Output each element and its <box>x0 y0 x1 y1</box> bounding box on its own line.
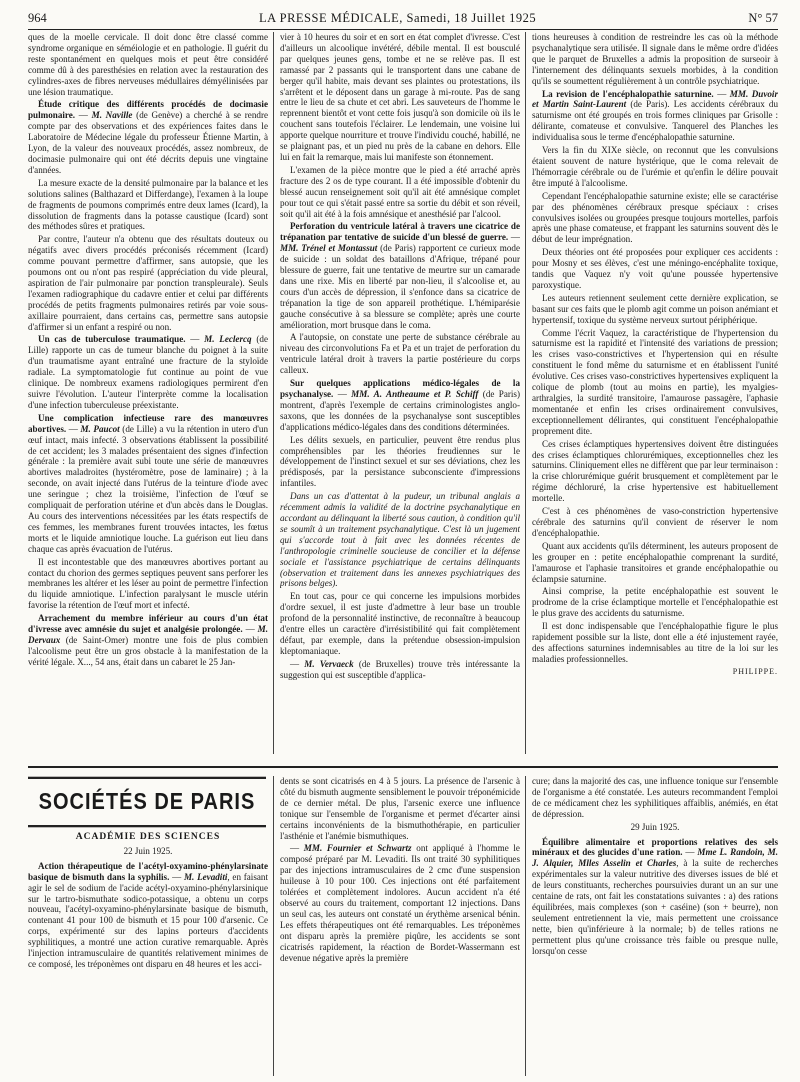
section-divider <box>28 766 778 768</box>
bottom-column-1: ACADÉMIE DES SCIENCES 22 Juin 1925. Action thérapeutique de l'acétyl-oxyamino-phénylarsinate basique de bismuth dans la syphilis. — M. Levaditi, en faisant agir le sel de sodium de l'acide acétyl-oxyamino-phénylarsinique sur le tartro-bismuthate sodico-potassique, a obtenu un corps nouveau, l'acétyl-oxyamino-phénylarsinate basique de bismuth, contenant 41 pour 100 de bismuth et 15 pour 100 d'arsenic. Ce corps, expérimenté sur des lapins porteurs d'accidents syphilitiques, a montré une action curative remarquable. Après l'injection intramusculaire de quantités relativement minimes de ce composé, les tréponèmes ont disparu en 48 heures et les acci- <box>28 832 268 969</box>
session-date: 29 Juin 1925. <box>630 821 680 832</box>
paragraph: Par contre, l'auteur n'a obtenu que des résultats douteux ou négatifs avec divers procédés préconisés récemment (Icard) comme pouvant permettre d'affirmer, sans autopsie, que les poumons ont ou n'ont pas respiré (appréciation du vide pleural, aspiration de l'air pulmonaire par ponction transpleurale). Seuls l'examen radiographique du cadavre entier et celui par différents procédés de petits fragments pulmonaires retirés par voie sous-axillaire pourraient, dans certains cas, permettre sans autopsie d'affirmer si un enfant a respiré ou non. <box>28 234 268 332</box>
paragraph: (de Lille) rapporte un cas de tumeur blanche du poignet à la suite d'un traumatisme ayant entraîné une fracture de la styloïde radiale. La symptomatologie fut continue au point de vue clinique. De nombreux examens radiologiques permirent d'en suivre l'évolution. L'auteur l'interprète comme la localisation d'une infection tuberculeuse préexistante. <box>28 334 268 410</box>
column-divider <box>273 32 274 754</box>
paragraph: Les auteurs retiennent seulement cette dernière explication, se basant sur ces faits que le plomb agit comme un poison anémiant et hypertensif, toxique du système nerveux surtout périphérique. <box>532 292 778 325</box>
paragraph: dents se sont cicatrisés en 4 à 5 jours. La présence de l'arsenic à côté du bismuth augmente sensiblement le pouvoir tréponémicide de ce dernier métal. De plus, l'arsenic exerce une influence tonique sur l'ensemble de l'organisme et permet d'écarter ainsi certains inconvénients de la bismuthothérapie, en particulier l'asthénie et l'anémie bismuthiques. <box>280 776 520 841</box>
column-3: tions heureuses à condition de restreindre les cas où la méthode psychanalytique sera utilisée. Il signale dans le même ordre d'idées que le parquet de Bruxelles a admis la proposition de surseoir à l'internement des délinquants sexuels morbides, à la condition qu'ils se soumettent régulièrement à un contrôle psychiatrique. La revision de l'encéphalopathie saturnine. — MM. Duvoir et Martin Saint-Laurent (de Paris). Les accidents cérébraux du saturnisme ont été groupés en trois formes cliniques par Grisolle : délirante, comateuse et convulsive. Tanquerel des Planches les individualisa sous le terme d'encéphalopathie saturnine. Vers la fin du XIXe siècle, on reconnut que les convulsions étaient souvent de nature hystérique, que le coma relevait de l'hémorragie cérébrale ou de l'urémie et qu'enfin le délire pouvait être imputé à l'alcoolisme. Cependant l'encéphalopathie saturnine existe; elle se caractérise par des phénomènes cérébraux presque spéciaux : crises convulsives isolées ou groupées presque toujours mortelles, parfois après une phase comateuse, et frappant les saturnins souvent dès le début de leur imprégnation. Deux théories ont été proposées pour expliquer ces accidents : pour Mosny et ses élèves, c'est une méningo-encéphalite toxique, tandis que Vaquez n'y voit qu'une poussée hypertensive paroxystique. Les auteurs retiennent seulement cette dernière explication, se basant sur ces faits que le plomb agit comme un poison anémiant et hypertensif, toxique du système nerveux surtout périphérique. Comme l'écrit Vaquez, la caractéristique de l'hypertension du saturnisme est la rapidité et l'intensité des variations de pression; les crises vaso-constrictives et l'hypertension qui en résulte constituent le fond même du saturnisme et en établissent l'unité évolutive. Ces crises vaso-constrictives hypertensives expliquent la colique de plomb (tout au moins en partie), les myalgies-arthralgies, la surdité transitoire, l'amaurose passagère, l'aphasie momentanée et enfin les crises ordinairement convulsives, exceptionnellement délirantes, qui constituent l'encéphalopathie proprement dite. Ces crises éclamptiques hypertensives doivent être distinguées des crises éclamptiques chlorurémiques, exceptionnelles chez les saturnins. Cliniquement elles ne diffèrent que par leur terminaison : la crise chlorurémique guérit brusquement et complètement par le régime déchloruré, la crise hypertensive est habituellement mortelle. C'est à ces phénomènes de vaso-constriction hypertensive cérébrale des saturnins qu'il convient de réserver le nom d'encéphalopathie. Quant aux accidents qu'ils déterminent, les auteurs proposent de les grouper en : petite encéphalopathie comprenant la surdité, l'amaurose et l'aphasie transitoires et grande encéphalopathie ou éclampsie saturnine. Ainsi comprise, la petite encéphalopathie est souvent le prodrome de la crise éclamptique mortelle et l'encéphalopathie est le plus grave des accidents du saturnisme. Il est donc indispensable que l'encéphalopathie figure le plus rapidement possible sur la liste, dont elle a été injustement rayée, des affections saturnines indemnisables au titre de la loi sur les maladies professionnelles. PHILIPPE. <box>532 32 778 676</box>
journal-title: LA PRESSE MÉDICALE, Samedi, 18 Juillet 1925 <box>259 11 537 25</box>
paragraph: A l'autopsie, on constate une perte de substance cérébrale au niveau des circonvolutions Fa et Pa et un trajet de perforation du ventricule latéral droit à travers la partie postérieure du corps calleux. <box>280 332 520 376</box>
article-author: M. Leclercq <box>204 334 252 345</box>
article-title: Action thérapeutique de l'acétyl-oxyamino-phénylarsinate basique de bismuth dans la syphilis. <box>28 860 268 882</box>
article-author: M. Naville <box>91 110 133 121</box>
paragraph: Cependant l'encéphalopathie saturnine existe; elle se caractérise par des phénomènes cérébraux presque spéciaux : crises convulsives isolées ou groupées presque toujours mortelles, parfois après une phase comateuse, et frappant les saturnins souvent dès le début de leur imprégnation. <box>532 190 778 245</box>
paragraph: Quant aux accidents qu'ils déterminent, les auteurs proposent de les grouper en : petite encéphalopathie comprenant la surdité, l'amaurose et l'aphasie transitoires et grande encéphalopathie ou éclampsie saturnine. <box>532 540 778 584</box>
paragraph: Deux théories ont été proposées pour expliquer ces accidents : pour Mosny et ses élèves, c'est une méningo-encéphalite toxique, tandis que Vaquez n'y voit qu'une poussée hypertensive paroxystique. <box>532 247 778 290</box>
article-author: M. Levaditi <box>183 871 228 882</box>
article-title: Étude critique des différents procédés de docimasie pulmonaire. <box>28 99 268 121</box>
article-author: MM. Trénel et Montassut <box>280 243 378 254</box>
article-author: MM. A. Antheaume et P. Schiff <box>351 389 479 399</box>
paragraph: L'examen de la pièce montre que le pied a été arraché après fracture des 2 os de type courant. Il a été impossible d'obtenir du blessé aucun renseignement soit qu'il ait été amnésique complet pour tout ce qui s'était passé entre sa sortie du débit et son réveil, soit qu'il ait été à la fois amnésique et anesthésié par l'alcool. <box>280 164 520 219</box>
article-title: La revision de l'encéphalopathie saturnine. <box>542 88 714 99</box>
article-title: Équilibre alimentaire et proportions relatives des sels minéraux et des glucides d'une ration. <box>532 836 778 858</box>
paragraph: Dans un cas d'attentat à la pudeur, un tribunal anglais a récemment admis la validité de la doctrine psychanalytique en accordant au délinquant la liberté sous caution, à condition qu'il se soumît à un traitement psychanalytique. C'est là un jugement qui s'accorde tout à fait avec les données récentes de l'anthropologie criminelle soucieuse de concilier et la défense sociale et l'assistance psychiatrique de certains délinquants (observation et traitement dans les annexes psychiatriques des prisons belges). <box>280 491 520 589</box>
paragraph: Vers la fin du XIXe siècle, on reconnut que les convulsions étaient souvent de nature hystérique, que le coma relevait de l'hémorragie cérébrale ou de l'urémie et qu'enfin le délire pouvait être imputé à l'alcoolisme. <box>532 145 778 188</box>
article-author: M. Vervaeck <box>304 658 354 669</box>
academy-heading: ACADÉMIE DES SCIENCES <box>75 832 221 842</box>
paragraph: ont appliqué à l'homme le composé préparé par M. Levaditi. Ils ont traité 30 syphilitiques par des injections intramusculaires de 2 cmc d'une suspension huileuse à 10 pour 100. Ces injections ont été parfaitement tolérées et complètement indolores. Aucun accident n'a été observé au cours du traitement, comportant 12 injections. Dans un seul cas, les auteurs ont constaté un érythème arsenical bénin. Les effets thérapeutiques ont été remarquables. Les tréponèmes ont disparu après la première piqûre, les accidents se sont cicatrisés rapidement, la réaction de Bordet-Wassermann est devenue négative après la première <box>280 843 520 963</box>
article-title: Arrachement du membre inférieur au cours d'un état d'ivresse avec amnésie du sujet et analgésie prolongée. <box>28 613 268 635</box>
section-title: SOCIÉTÉS DE PARIS <box>28 777 266 828</box>
paragraph: (de Genève) a cherché à se rendre compte par des observations et des expériences faites dans le Laboratoire de Médecine légale du professeur Étienne Martin, à Lyon, de la valeur des nouveaux procédés, assez nombreux, de docimasie pulmonaire qui ont été décrits depuis une vingtaine d'années. <box>28 110 268 175</box>
signature: PHILIPPE. <box>732 666 778 676</box>
paragraph: vier à 10 heures du soir et en sort en état complet d'ivresse. C'est d'ailleurs un alcoolique invétéré, débile mental. Il est bousculé par quelques jeunes gens, tombe et ne se relève pas. Il est ramassé par 2 passants qui le transportent dans une cabane de berger qu'il habite, mais devant ses plaintes ou protestations, ils s'arrêtent et le déposent dans un garage à mi-route. Pas de sang entre le lieu de sa chute et cet abri. Les sauveteurs de l'homme le reprennent bientôt et vont cette fois jusqu'à son domicile où ils le couchent sans toutefois l'éclairer. Le lendemain, une voisine lui apporte quelque nourriture et trouve l'individu couché, habillé, ne se plaignant pas, et un pied nu près de la cabane en dehors. Elle lui en fait la remarque, mais lui manifeste son étonnement. <box>280 32 520 162</box>
paragraph: Ces crises éclamptiques hypertensives doivent être distinguées des crises éclamptiques chlorurémiques, exceptionnelles chez les saturnins. Cliniquement elles ne diffèrent que par leur terminaison : la crise chlorurémique guérit brusquement et complètement par le régime déchloruré, la crise hypertensive est habituellement mortelle. <box>532 438 778 504</box>
paragraph: (de Lille) a vu la rétention in utero d'un œuf intact, mais infecté. 3 observations établissent la possibilité de cet accident; les 3 malades présentaient des signes d'infection générale : la première avait subi toute une série de manœuvres abortives maladroites (hystéromètre, pose de laminaire) ; à la seconde, on avait injecté dans l'utérus de la teinture d'iode avec une seringue ; chez la troisième, l'infection de l'œuf se compliquait de perforation utérine et d'un abcès dans le Douglas. Au cours des interventions nécessitées par les états respectifs de ces femmes, les membranes furent trouvées intactes, les fœtus morts et le liquide amniotique louche. La guérison eut lieu dans chaque cas après évacuation de l'utérus. <box>28 423 268 554</box>
paragraph: tions heureuses à condition de restreindre les cas où la méthode psychanalytique sera utilisée. Il signale dans le même ordre d'idées que le parquet de Bruxelles a admis la proposition de surseoir à l'internement des délinquants sexuels morbides, à la condition qu'ils se soumettent régulièrement à un contrôle psychiatrique. <box>532 32 778 86</box>
article-title: Une complication infectieuse rare des manœuvres abortives. <box>28 412 268 434</box>
column-1: ques de la moelle cervicale. Il doit donc être classé comme syndrome organique en séméiologie et en pathologie. Il guérit du reste spontanément en quelques mois et peut être considéré comme dû à des paresthésies en relation avec la restauration des cylindres-axes de fibres nerveuses médullaires démyélinisées par une lésion traumatique. Étude critique des différents procédés de docimasie pulmonaire. — M. Naville (de Genève) a cherché à se rendre compte par des observations et des expériences faites dans le Laboratoire de Médecine légale du professeur Étienne Martin, à Lyon, de la valeur des nouveaux procédés, assez nombreux, de docimasie pulmonaire qui ont été décrits depuis une vingtaine d'années. La mesure exacte de la densité pulmonaire par la balance et les solutions salines (Balthazard et Differdange), l'examen à la loupe de fragments de poumons comprimés entre deux lames (Icard), la dissolution de fragments dans la potasse caustique (Icard) sont des méthodes sûres et pratiques. Par contre, l'auteur n'a obtenu que des résultats douteux ou négatifs avec divers procédés préconisés récemment (Icard) comme pouvant permettre d'affirmer, sans autopsie, que les poumons ont ou n'ont pas respiré (appréciation du vide pleural, aspiration de l'air pulmonaire par ponction transpleurale). Seuls l'examen radiographique du cadavre entier et celui par différents procédés de petits fragments pulmonaires retirés par voie sous-axillaire pourraient, dans certains cas, permettre sans autopsie d'affirmer si un enfant a respiré ou non. Un cas de tuberculose traumatique. — M. Leclercq (de Lille) rapporte un cas de tumeur blanche du poignet à la suite d'un traumatisme ayant entraîné une fracture de la styloïde radiale. La symptomatologie fut continue au point de vue clinique. De nombreux examens radiologiques permirent d'en suivre l'évolution. L'auteur l'interprète comme la localisation d'une infection tuberculeuse préexistante. Une complication infectieuse rare des manœuvres abortives. — M. Paucot (de Lille) a vu la rétention in utero d'un œuf intact, mais infecté. 3 observations établissent la possibilité de cet accident; les 3 malades présentaient des signes d'infection générale : la première avait subi toute une série de manœuvres abortives maladroites (hystéromètre, pose de laminaire) ; à la seconde, on avait injecté dans l'utérus de la teinture d'iode avec une seringue ; chez la troisième, l'infection de l'œuf se compliquait de perforation utérine et d'un abcès dans le Douglas. Au cours des interventions nécessitées par les états respectifs de ces femmes, les membranes furent trouvées intactes, les fœtus morts et le liquide amniotique louche. La guérison eut lieu dans chaque cas après évacuation de l'utérus. Il est incontestable que des manœuvres abortives portant au contact du chorion des germes septiques peuvent sans perforer les membranes les altérer et les léser au point de permettre l'infection du liquide amniotique. L'infection paralysant le muscle utérin favorise la rétention de l'œuf mort et infecté. Arrachement du membre inférieur au cours d'un état d'ivresse avec amnésie du sujet et analgésie prolongée. — M. Dervaux (de Saint-Omer) montre une fois de plus combien l'alcoolisme peut être un gros obstacle à la manifestation de la vérité légale. X..., 54 ans, était dans un cabaret le 25 Jan- <box>28 32 268 667</box>
paragraph: , à la suite de recherches expérimentales sur la valeur nutritive des diverses issues de blé et de leurs constituants, recherches poursuivies durant un an sur une centaine de rats, ont fait les constatations suivantes : a) des rations équilibrées, mais complexes (son + caséine) (son + beurre), non seulement entretiennent la vie, mais permettent une croissance nette, bien qu'inférieure à la normale; b) de telles rations ne permettent plus qu'une croissance très faible ou presque nulle, lorsqu'on cesse <box>532 858 778 956</box>
bottom-column-2: dents se sont cicatrisés en 4 à 5 jours. La présence de l'arsenic à côté du bismuth augmente sensiblement le pouvoir tréponémicide de ce dernier métal. De plus, l'arsenic exerce une influence tonique sur l'ensemble de l'organisme et permet d'écarter ainsi certains inconvénients de la bismuthothérapie, en particulier l'asthénie et l'anémie bismuthiques. — MM. Fournier et Schwartz ont appliqué à l'homme le composé préparé par M. Levaditi. Ils ont traité 30 syphilitiques par des injections intramusculaires de 2 cmc d'une suspension huileuse à 10 pour 100. Ces injections ont été parfaitement tolérées et complètement indolores. Aucun accident n'a été observé au cours du traitement, comportant 12 injections. Dans un seul cas, les auteurs ont constaté un érythème arsenical bénin. Les effets thérapeutiques ont été remarquables. Les tréponèmes ont disparu après la première piqûre, les accidents se sont cicatrisés rapidement, la réaction de Bordet-Wassermann est devenue négative après la première <box>280 776 520 963</box>
paragraph: , en faisant agir le sel de sodium de l'acide acétyl-oxyamino-phénylarsinique sur le tartro-bismuthate sodico-potassique, a obtenu un corps nouveau, l'acétyl-oxyamino-phénylarsinate basique de bismuth, contenant 41 pour 100 de bismuth et 15 pour 100 d'arsenic. Ce corps, expérimenté sur des lapins porteurs d'accidents syphilitiques, a montré une action curative remarquable. Après l'injection intramusculaire de quantités relativement minimes de ce composé, les tréponèmes ont disparu en 48 heures et les acci- <box>28 871 268 969</box>
article-author: M. Dervaux <box>28 624 268 645</box>
article-author: MM. Fournier et Schwartz <box>303 843 412 854</box>
column-divider <box>273 776 274 1076</box>
column-divider <box>525 776 526 1076</box>
issue-number: N° 57 <box>748 11 778 25</box>
paragraph: (de Bruxelles) trouve très intéressante la suggestion qui est susceptible d'applica- <box>280 658 520 680</box>
paragraph: Ainsi comprise, la petite encéphalopathie est souvent le prodrome de la crise éclamptique mortelle et l'encéphalopathie est le plus grave des accidents du saturnisme. <box>532 586 778 619</box>
paragraph: (de Paris) montrent, d'après l'exemple de certains criminologistes anglo-saxons, que les données de la psychanalyse sont susceptibles d'applications médico-légales dans des conditions déterminées. <box>280 389 520 432</box>
paragraph: Comme l'écrit Vaquez, la caractéristique de l'hypertension du saturnisme est la rapidité et l'intensité des variations de pression; les crises vaso-constrictives et l'hypertension qui en résulte constituent le fond même du saturnisme et en établissent l'unité évolutive. Ces crises vaso-constrictives hypertensives expliquent la colique de plomb (tout au moins en partie), les myalgies-arthralgies, la surdité transitoire, l'amaurose passagère, l'aphasie momentanée et enfin les crises ordinairement convulsives, exceptionnellement délirantes, qui constituent l'encéphalopathie proprement dite. <box>532 327 778 436</box>
bottom-column-3: cure; dans la majorité des cas, une influence tonique sur l'ensemble de l'organisme a été constatée. Les auteurs recommandent l'emploi de ce médicament chez les syphilitiques affaiblis, anémiés, en état de dépression. 29 Juin 1925. Équilibre alimentaire et proportions relatives des sels minéraux et des glucides d'une ration. — Mme L. Randoin, M. J. Alquier, Mlles Asselin et Charles, à la suite de recherches expérimentales sur la valeur nutritive des diverses issues de blé et de leurs constituants, recherches poursuivies durant un an sur une centaine de rats, ont fait les constatations suivantes : a) des rations équilibrées, mais complexes (son + caséine) (son + beurre), non seulement entretiennent la vie, mais permettent une croissance nette, bien qu'inférieure à la normale; b) de telles rations ne permettent plus qu'une croissance très faible ou presque nulle, lorsqu'on cesse <box>532 776 778 956</box>
column-2: vier à 10 heures du soir et en sort en état complet d'ivresse. C'est d'ailleurs un alcoolique invétéré, débile mental. Il est bousculé par quelques jeunes gens, tombe et ne se relève pas. Il est ramassé par 2 passants qui le transportent dans une cabane de berger qu'il habite, mais devant ses plaintes ou protestations, ils s'arrêtent et le déposent dans un garage à mi-route. Pas de sang entre le lieu de sa chute et cet abri. Les sauveteurs de l'homme le reprennent bientôt et vont cette fois jusqu'à son domicile où ils le couchent sans toutefois l'éclairer. Le lendemain, une voisine lui apporte quelque nourriture et trouve l'individu couché, habillé, ne se plaignant pas, et un pied nu près de la cabane en dehors. Elle lui en fait la remarque, mais lui manifeste son étonnement. L'examen de la pièce montre que le pied a été arraché après fracture des 2 os de type courant. Il a été impossible d'obtenir du blessé aucun renseignement soit qu'il ait été amnésique complet pour tout ce qui s'était passé entre sa sortie du débit et son réveil, soit qu'il ait été à la fois amnésique et anesthésié par l'alcool. Perforation du ventricule latéral à travers une cicatrice de trépanation par tentative de suicide d'un blessé de guerre. — MM. Trénel et Montassut (de Paris) rapportent ce curieux mode de suicide : un soldat des bataillons d'Afrique, trépané pour blessure de guerre, fait une tentative de meurtre sur un camarade dans une rixe. Mis en liberté par non-lieu, il s'alcoolise et, au cours d'un accès de dépression, il s'enfonce dans sa cicatrice de trépanation la tige de son appareil prothétique. L'hémiparésie gauche consécutive à sa blessure se complète; après une courte amélioration, mort brusque dans le coma. A l'autopsie, on constate une perte de substance cérébrale au niveau des circonvolutions Fa et Pa et un trajet de perforation du ventricule latéral droit à travers la partie postérieure du corps calleux. Sur quelques applications médico-légales de la psychanalyse. — MM. A. Antheaume et P. Schiff (de Paris) montrent, d'après l'exemple de certains criminologistes anglo-saxons, que les données de la psychanalyse sont susceptibles d'applications médico-légales dans des conditions déterminées. Les délits sexuels, en particulier, peuvent être rendus plus compréhensibles par les théories freudiennes sur le développement de l'instinct sexuel et sur ses déviations, chez les prédisposés, par la persistance subconsciente d'impressions infantiles. Dans un cas d'attentat à la pudeur, un tribunal anglais a récemment admis la validité de la doctrine psychanalytique en accordant au délinquant la liberté sous caution, à condition qu'il se soumît à un traitement psychanalytique. C'est là un jugement qui s'accorde tout à fait avec les données récentes de l'anthropologie criminelle soucieuse de concilier et la défense sociale et l'assistance psychiatrique de certains délinquants (observation et traitement dans les annexes psychiatriques des prisons belges). En tout cas, pour ce qui concerne les impulsions morbides d'ordre sexuel, il est juste d'admettre à leur base un trouble profond de la personnalité instinctive, de reconnaître à beaucoup d'entre elles un caractère d'irrésistibilité qui fait complètement défaut, par exemple, dans la prétendue obsession-impulsion kleptomaniaque. — M. Vervaeck (de Bruxelles) trouve très intéressante la suggestion qui est susceptible d'applica- <box>280 32 520 680</box>
paragraph: (de Saint-Omer) montre une fois de plus combien l'alcoolisme peut être un gros obstacle à la manifestation de la vérité légale. X..., 54 ans, était dans un cabaret le 25 Jan- <box>28 634 268 667</box>
paragraph: La mesure exacte de la densité pulmonaire par la balance et les solutions salines (Balthazard et Differdange), l'examen à la loupe de fragments de poumons comprimés entre deux lames (Icard), la dissolution de fragments dans la potasse caustique (Icard) sont des méthodes sûres et pratiques. <box>28 177 268 232</box>
article-author: M. Paucot <box>80 423 120 434</box>
paragraph: C'est à ces phénomènes de vaso-constriction hypertensive cérébrale des saturnins qu'il convient de réserver le nom d'encéphalopathie. <box>532 506 778 538</box>
page-header <box>28 6 778 30</box>
paragraph: Il est donc indispensable que l'encéphalopathie figure le plus rapidement possible sur la liste, dont elle a été injustement rayée, des affections saturnines indemnisables au titre de la loi sur les maladies professionnelles. <box>532 621 778 664</box>
paragraph: ques de la moelle cervicale. Il doit donc être classé comme syndrome organique en séméiologie et en pathologie. Il guérit du reste spontanément en quelques mois et peut être considéré comme dû à des paresthésies en relation avec la restauration des cylindres-axes de fibres nerveuses médullaires démyélinisées par une lésion traumatique. <box>28 32 268 97</box>
paragraph: Il est incontestable que des manœuvres abortives portant au contact du chorion des germes septiques peuvent sans perforer les membranes les altérer et les léser au point de permettre l'infection du liquide amniotique. L'infection paralysant le muscle utérin favorise la rétention de l'œuf mort et infecté. <box>28 556 268 611</box>
article-title: Sur quelques applications médico-légales de la psychanalyse. <box>280 378 520 399</box>
session-date: 22 Juin 1925. <box>123 845 173 856</box>
paragraph: Les délits sexuels, en particulier, peuvent être rendus plus compréhensibles par les théories freudiennes sur le développement de l'instinct sexuel et sur ses déviations, chez les prédisposés, par la persistance subconsciente d'impressions infantiles. <box>280 434 520 489</box>
article-title: Un cas de tuberculose traumatique. <box>38 334 186 345</box>
paragraph: En tout cas, pour ce qui concerne les impulsions morbides d'ordre sexuel, il est juste d'admettre à leur base un trouble profond de la personnalité instinctive, de reconnaître à beaucoup d'entre elles un caractère d'irrésistibilité qui fait complètement défaut, par exemple, dans la prétendue obsession-impulsion kleptomaniaque. <box>280 591 520 656</box>
paragraph: (de Paris). Les accidents cérébraux du saturnisme ont été groupés en trois formes cliniques par Grisolle : délirante, comateuse et convulsive. Tanquerel des Planches les individualisa sous le terme d'encéphalopathie saturnine. <box>532 99 778 143</box>
paragraph: cure; dans la majorité des cas, une influence tonique sur l'ensemble de l'organisme a été constatée. Les auteurs recommandent l'emploi de ce médicament chez les syphilitiques affaiblis, anémiés, en état de dépression. <box>532 776 778 819</box>
article-author: Mme L. Randoin, M. J. Alquier, Mlles Asselin et Charles <box>532 847 778 869</box>
article-title: Perforation du ventricule latéral à travers une cicatrice de trépanation par tentative de suicide d'un blessé de guerre. <box>280 221 520 243</box>
column-divider <box>525 32 526 754</box>
page-number: 964 <box>28 11 47 25</box>
article-author: MM. Duvoir et Martin Saint-Laurent <box>532 88 778 110</box>
paragraph: (de Paris) rapportent ce curieux mode de suicide : un soldat des bataillons d'Afrique, trépané pour blessure de guerre, fait une tentative de meurtre sur un camarade dans une rixe. Mis en liberté par non-lieu, il s'alcoolise et, au cours d'un accès de dépression, il s'enfonce dans sa cicatrice de trépanation la tige de son appareil prothétique. L'hémiparésie gauche consécutive à sa blessure se complète; après une courte amélioration, mort brusque dans le coma. <box>280 243 520 330</box>
